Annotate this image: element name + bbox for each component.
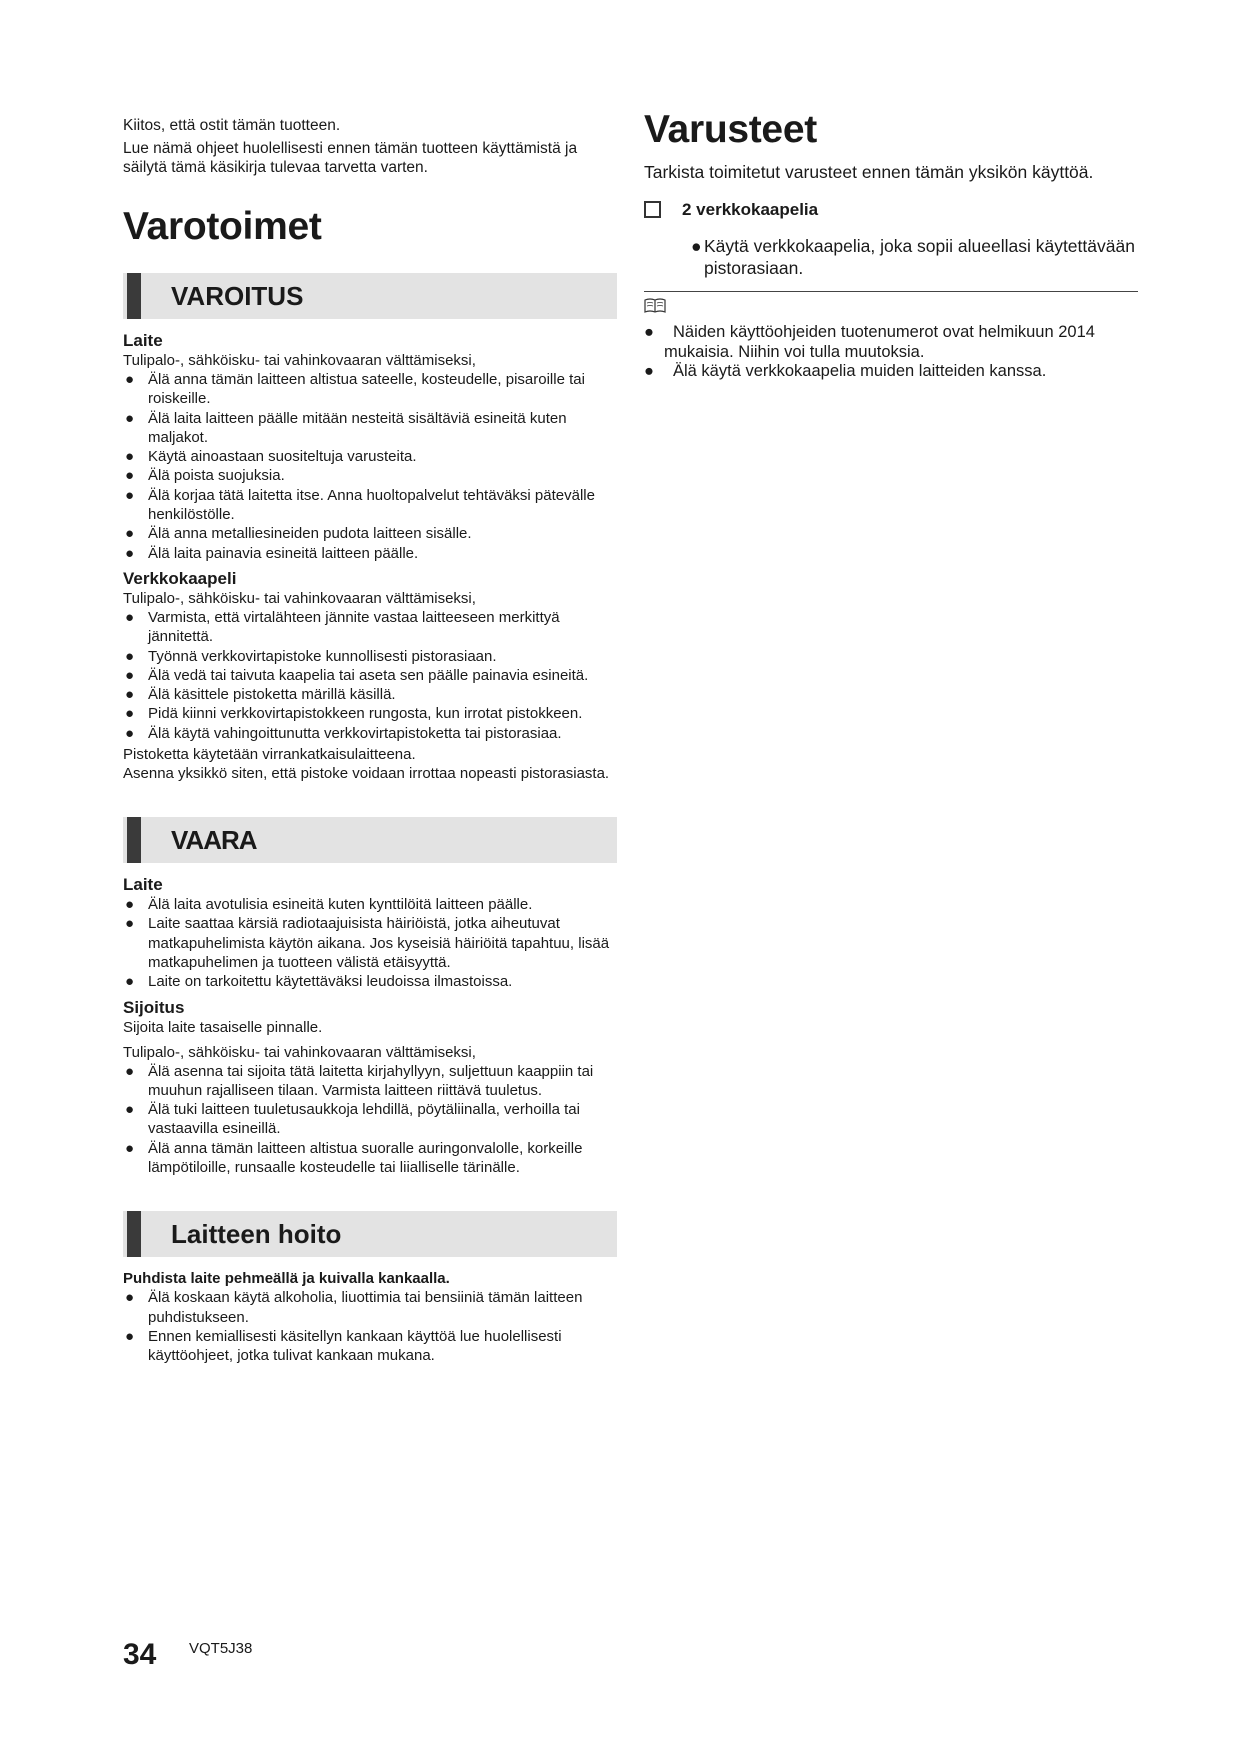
list-item: ● Älä asenna tai sijoita tätä laitetta kirjahyllyyn, suljettuun kaappiin tai muuhun rajalliseen tilaan. Varmista laitteen riittävä tuuletus. [125, 1062, 594, 1099]
care-lead: Puhdista laite pehmeällä ja kuivalla kankaalla. [123, 1270, 450, 1288]
warning-banner-label: VAROITUS [171, 281, 304, 311]
warning-cable-list [123, 608, 617, 743]
accessory-item [644, 199, 1138, 221]
book-icon [644, 298, 666, 314]
list-item: ● Varmista, että virtalähteen jännite vastaa laitteeseen merkittyä jännitettä. [125, 608, 560, 646]
caution-banner [123, 817, 617, 863]
banner-bar [127, 273, 141, 319]
accessories-intro: Tarkista toimitetut varusteet ennen tämän yksikön käyttöä. [644, 162, 1094, 182]
list-item: ● Älä anna tämän laitteen altistua sateelle, kosteudelle, pisaroille tai roiskeille. [125, 371, 585, 408]
placement-list [123, 1062, 617, 1178]
right-column [644, 108, 1138, 382]
care-list [123, 1288, 617, 1365]
left-column [123, 116, 617, 1366]
placement-lead-surface: Sijoita laite tasaiselle pinnalle. [123, 1018, 323, 1036]
list-item: ● Älä käsittele pistoketta märillä käsillä. [125, 686, 396, 704]
list-item: ● Laite saattaa kärsiä radiotaajuisista häiriöistä, jotka aiheutuvat matkapuhelimista käytön aikana. Jos kyseisiä häiriöitä tapahtuu, lisää matkapuhelimen ja tuotteen välistä etäisyyttä. [125, 915, 610, 971]
list-item: ● Älä laita painavia esineitä laitteen päälle. [125, 544, 419, 562]
document-code: VQT5J38 [189, 1640, 253, 1657]
placement-lead-risk: Tulipalo-, sähköisku- tai vahinkovaaran välttämiseksi, [123, 1043, 476, 1061]
list-item: ● Ennen kemiallisesti käsitellyn kankaan käyttöä lue huolellisesti käyttöohjeet, jotka tulivat kankaan mukana. [125, 1327, 562, 1365]
checkbox-icon [644, 201, 661, 218]
care-banner-label: Laitteen hoito [171, 1219, 342, 1250]
list-item: ● Käytä verkkokaapelia, joka sopii alueellasi käytettävään pistorasiaan. [691, 236, 1135, 278]
notes-list [644, 323, 1138, 382]
precautions-title: Varotoimet [123, 205, 322, 248]
list-item: ● Älä laita avotulisia esineitä kuten kynttilöitä laitteen päälle. [125, 896, 533, 914]
list-item: ● Älä käytä vahingoittunutta verkkovirtapistoketta tai pistorasiaa. [125, 724, 562, 742]
list-item: ● Älä anna tämän laitteen altistua suoralle auringonvalolle, korkeille lämpötiloille, runsaalle kosteudelle tai liialliselle tärinälle. [125, 1139, 583, 1177]
list-item: ● Älä koskaan käytä alkoholia, liuottimia tai bensiiniä tämän laitteen puhdistukseen. [125, 1289, 583, 1326]
list-item: ● Pidä kiinni verkkovirtapistokkeen rungosta, kun irrotat pistokkeen. [125, 705, 583, 723]
care-banner [123, 1211, 617, 1257]
warning-device-heading: Laite [123, 331, 163, 350]
list-item: ● Älä korjaa tätä laitetta itse. Anna huoltopalvelut tehtäväksi pätevälle henkilöstölle. [125, 486, 595, 524]
warning-cable-lead: Tulipalo-, sähköisku- tai vahinkovaaran välttämiseksi, [123, 589, 476, 607]
banner-bar [127, 817, 141, 863]
warning-device-lead: Tulipalo-, sähköisku- tai vahinkovaaran välttämiseksi, [123, 352, 476, 369]
cable-note-install: Asenna yksikkö siten, että pistoke voidaan irrottaa nopeasti pistorasiasta. [123, 765, 610, 783]
placement-heading: Sijoitus [123, 997, 185, 1017]
cable-note-disconnect: Pistoketta käytetään virrankatkaisulaitteena. [123, 746, 416, 764]
accessories-title: Varusteet [644, 108, 817, 151]
list-item: ● Älä tuki laitteen tuuletusaukkoja lehdillä, pöytäliinalla, verhoilla tai vastaavilla esineillä. [125, 1101, 580, 1138]
list-item: ● Älä käytä verkkokaapelia muiden laitteiden kanssa. [644, 362, 1047, 380]
accessory-item-label: 2 verkkokaapelia [682, 200, 819, 219]
intro-instructions: Lue nämä ohjeet huolellisesti ennen tämän tuotteen käyttämistä ja säilytä tämä käsikirja tulevaa tarvetta varten. [123, 140, 578, 176]
warning-cable-heading: Verkkokaapeli [123, 568, 237, 588]
caution-device-heading: Laite [123, 875, 163, 895]
warning-banner [123, 273, 617, 319]
list-item: ● Älä vedä tai taivuta kaapelia tai aseta sen päälle painavia esineitä. [125, 666, 589, 684]
accessory-note-list [644, 235, 1138, 279]
warning-device-list [123, 370, 617, 563]
caution-banner-label: VAARA [171, 825, 257, 856]
list-item: ● Laite on tarkoitettu käytettäväksi leudoissa ilmastoissa. [125, 973, 513, 991]
list-item: ● Käytä ainoastaan suositeltuja varusteita. [125, 448, 417, 466]
caution-device-list [123, 895, 617, 991]
list-item: ● Älä poista suojuksia. [125, 467, 285, 485]
list-item: ● Älä laita laitteen päälle mitään nesteitä sisältäviä esineitä kuten maljakot. [125, 409, 567, 446]
list-item: ● Työnnä verkkovirtapistoke kunnollisesti pistorasiaan. [125, 647, 497, 665]
divider [644, 291, 1138, 292]
page-number: 34 [123, 1638, 157, 1671]
list-item: ● Älä anna metalliesineiden pudota laitteen sisälle. [125, 525, 472, 543]
banner-bar [127, 1211, 141, 1257]
list-item: ● Näiden käyttöohjeiden tuotenumerot ovat helmikuun 2014 mukaisia. Niihin voi tulla muutoksia. [644, 323, 1095, 361]
intro-thanks: Kiitos, että ostit tämän tuotteen. [123, 117, 341, 134]
